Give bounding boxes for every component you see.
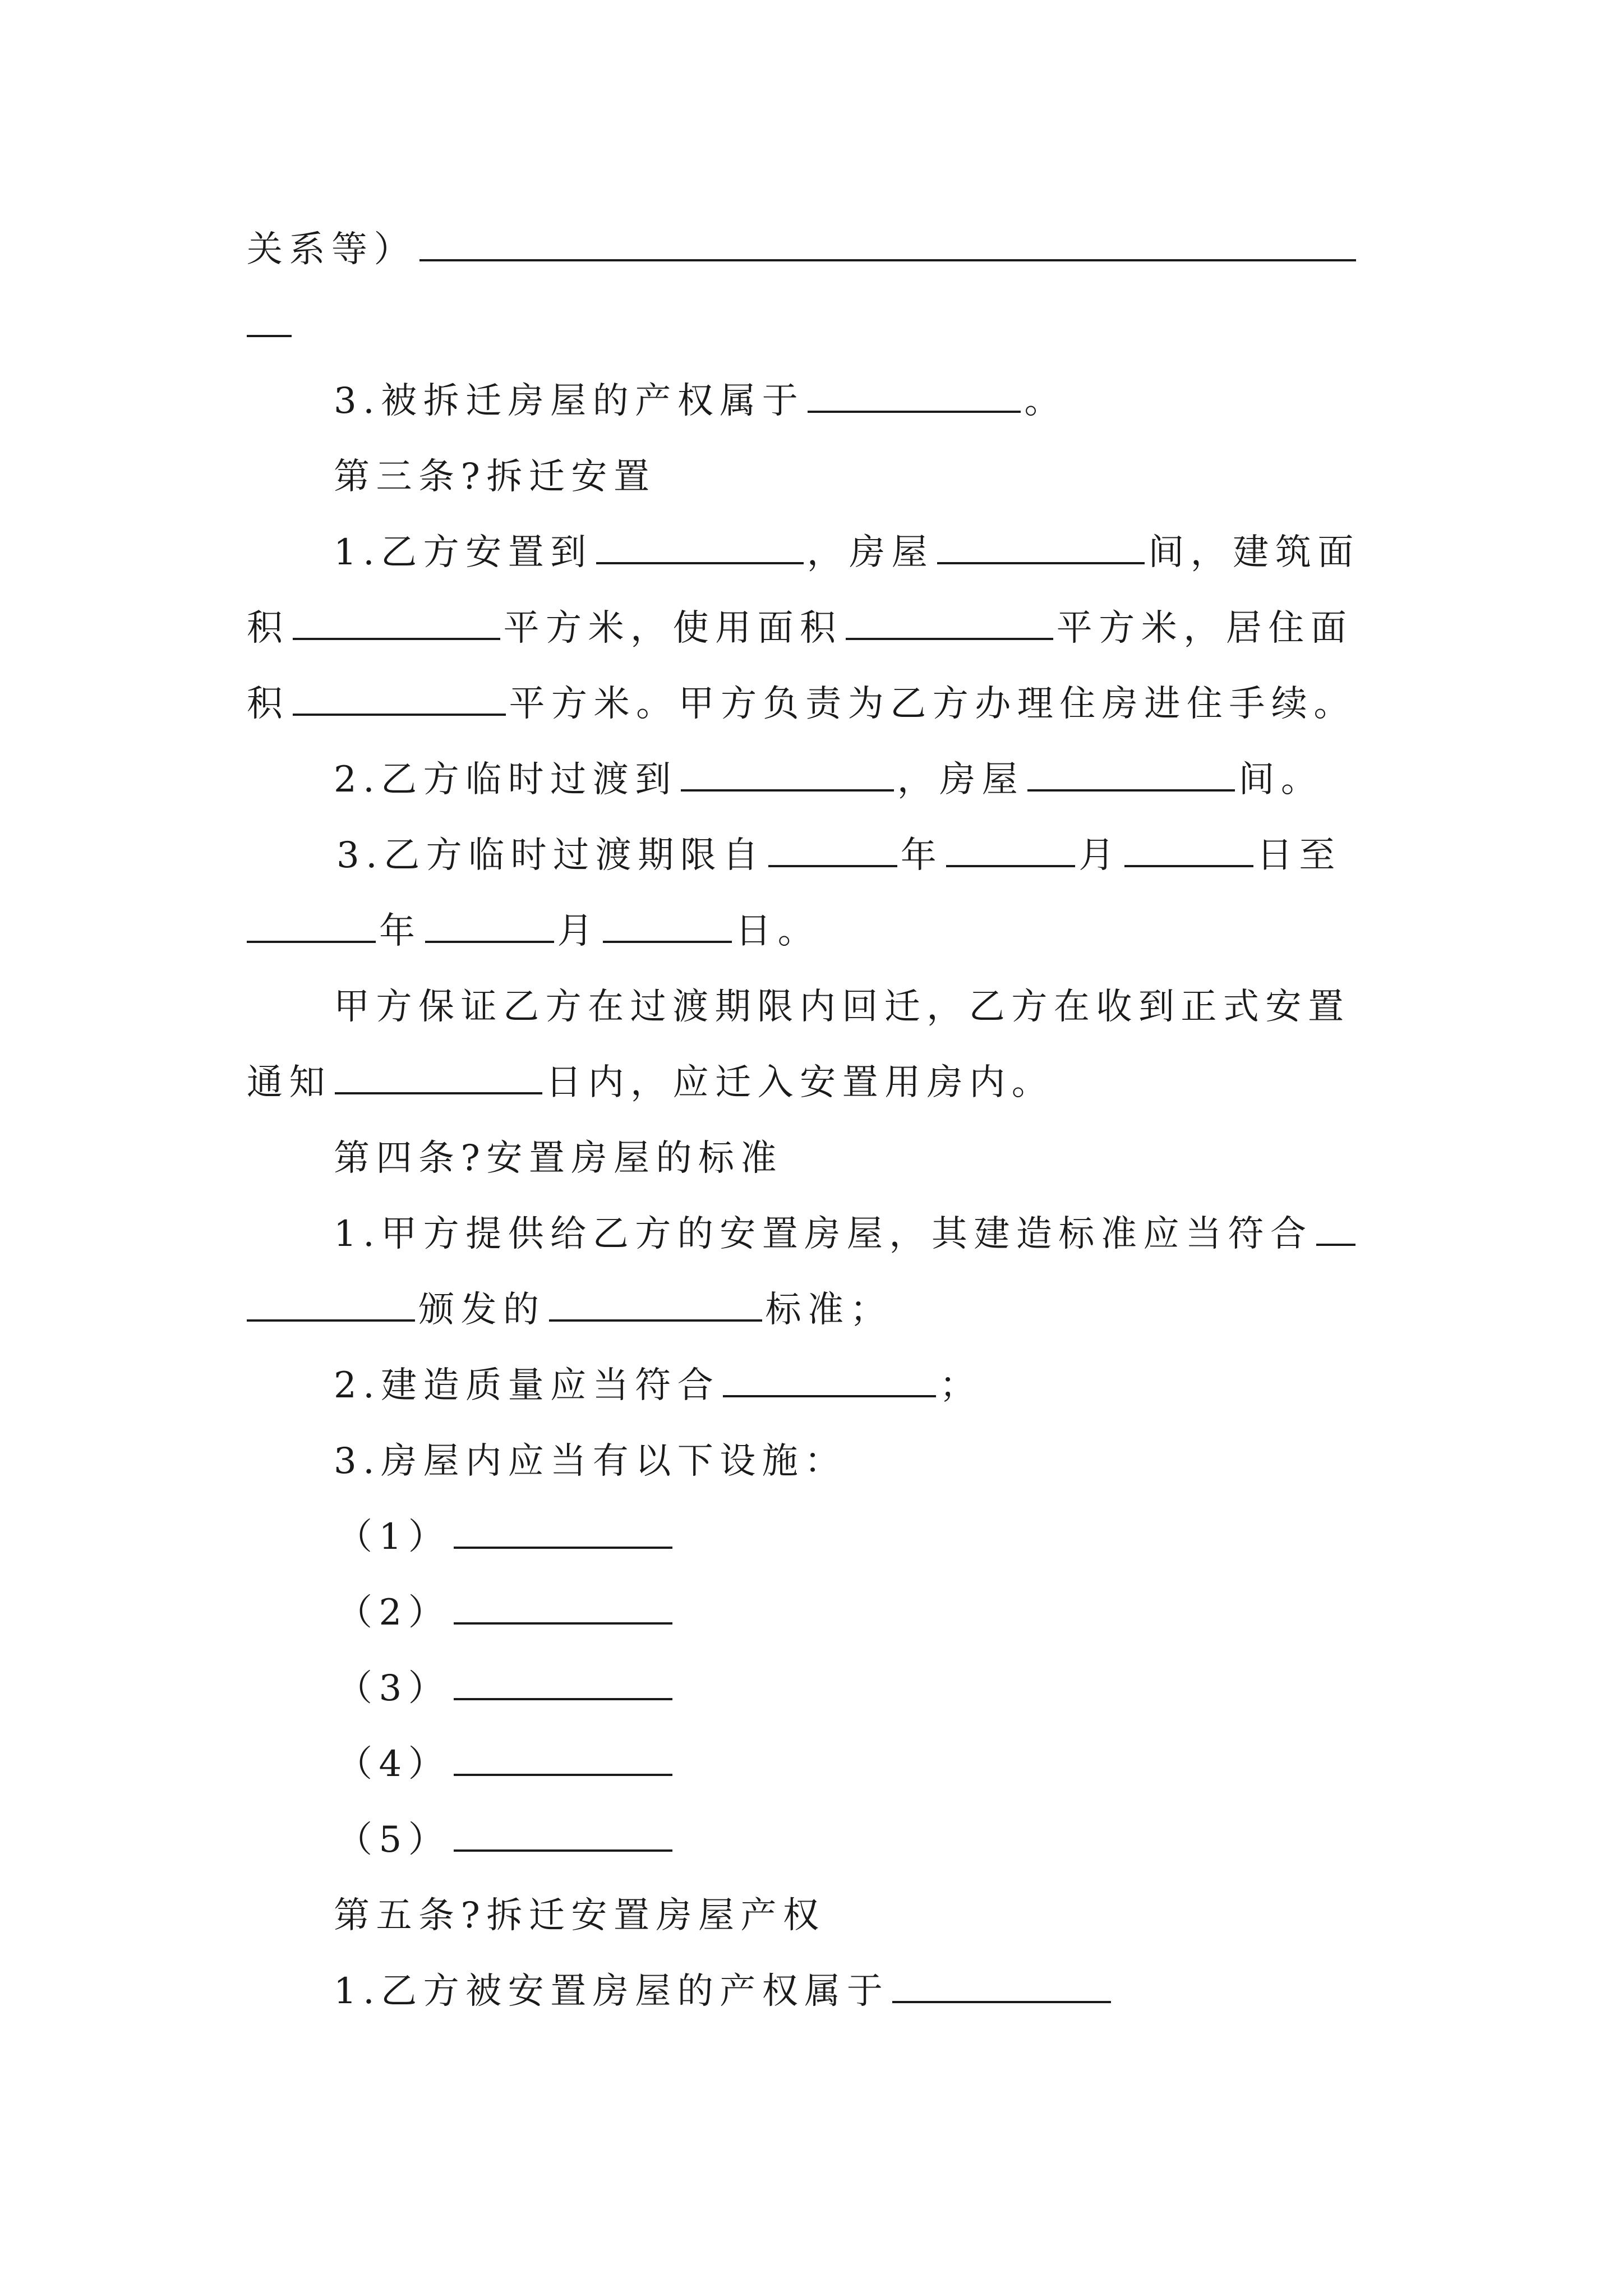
text: 颁发的 <box>418 1289 546 1331</box>
fill-blank <box>419 228 1356 261</box>
text: （3） <box>336 1668 451 1709</box>
fill-blank <box>454 1591 672 1625</box>
text-line <box>247 303 295 348</box>
text: 积 <box>247 608 289 649</box>
fill-blank <box>768 834 897 867</box>
text-line <box>247 1060 1054 1105</box>
text: 平方米，使用面积 <box>503 608 842 649</box>
text: 1.乙方被安置房屋的产权属于 <box>334 1971 889 2012</box>
facility-item <box>336 1590 676 1635</box>
text-line: 甲方保证乙方在过渡期限内回迁，乙方在收到正式安置 <box>334 986 1350 1028</box>
text: ； <box>939 1365 982 1406</box>
fill-blank <box>1124 834 1253 867</box>
text: 间。 <box>1238 759 1324 800</box>
facility-item <box>336 1742 676 1787</box>
text: 平方米。甲方负责为乙方办理住房进住手续。 <box>509 683 1356 725</box>
text: ，房屋 <box>897 759 1025 800</box>
text-line: 3.房屋内应当有以下设施： <box>334 1441 847 1482</box>
text: 1.甲方提供给乙方的安置房屋，其建造标准应当符合 <box>334 1213 1313 1255</box>
text-line <box>334 1212 1359 1257</box>
text: 1.乙方安置到 <box>334 532 593 573</box>
fill-blank <box>293 606 500 640</box>
fill-blank <box>603 909 732 943</box>
fill-blank <box>454 1818 672 1852</box>
fill-blank <box>335 1061 542 1094</box>
fill-blank <box>454 1742 672 1776</box>
text: 日内，应迁入安置用房内。 <box>546 1062 1054 1103</box>
text: （4） <box>336 1743 451 1785</box>
text: 间，建筑面 <box>1148 532 1360 573</box>
text: 月 <box>1078 835 1121 876</box>
fill-blank <box>596 531 804 564</box>
fill-blank <box>247 303 292 337</box>
fill-blank <box>808 379 1021 413</box>
text: 积 <box>247 683 289 725</box>
text-line <box>247 909 820 954</box>
text: ，房屋 <box>806 532 934 573</box>
facility-item <box>336 1515 676 1559</box>
text: （5） <box>336 1819 451 1861</box>
text-line <box>247 606 1353 651</box>
text-line <box>334 530 1360 575</box>
text: 年 <box>900 835 943 876</box>
fill-blank <box>946 834 1075 867</box>
fill-blank <box>549 1288 762 1322</box>
text: （2） <box>336 1592 451 1634</box>
text-line <box>336 833 1341 878</box>
text: （1） <box>336 1516 451 1558</box>
fill-blank <box>1316 1212 1355 1246</box>
text: 通知 <box>247 1062 332 1103</box>
fill-blank <box>937 531 1145 564</box>
text: 2.建造质量应当符合 <box>334 1365 720 1406</box>
fill-blank <box>247 909 376 943</box>
facility-item <box>336 1666 676 1711</box>
text-line <box>334 379 1067 424</box>
text: 日至 <box>1256 835 1341 876</box>
text: 关系等） <box>247 229 417 270</box>
text: 。 <box>1024 380 1067 422</box>
text-line <box>334 757 1323 802</box>
text: 2.乙方临时过渡到 <box>334 759 677 800</box>
text: 月 <box>557 910 600 952</box>
text-line <box>334 1363 982 1408</box>
text-line <box>247 227 1359 272</box>
fill-blank <box>293 682 506 716</box>
fill-blank <box>723 1364 936 1397</box>
section-heading: 第五条?拆迁安置房屋产权 <box>334 1895 826 1936</box>
text-line <box>247 682 1356 726</box>
fill-blank <box>454 1515 672 1549</box>
text: 3.被拆迁房屋的产权属于 <box>334 380 805 422</box>
section-heading: 第四条?安置房屋的标准 <box>334 1138 783 1179</box>
fill-blank <box>425 909 554 943</box>
text: 标准； <box>765 1289 893 1331</box>
text-line <box>247 1287 892 1332</box>
facility-item <box>336 1818 676 1862</box>
fill-blank <box>846 606 1053 640</box>
text-line <box>334 1969 1114 2014</box>
fill-blank <box>247 1288 415 1322</box>
text: 日。 <box>735 910 820 952</box>
fill-blank <box>681 758 894 792</box>
text: 平方米，居住面 <box>1056 608 1353 649</box>
fill-blank <box>454 1667 672 1700</box>
fill-blank <box>1027 758 1235 792</box>
text: 年 <box>379 910 422 952</box>
text: 3.乙方临时过渡期限自 <box>336 835 765 876</box>
section-heading: 第三条?拆迁安置 <box>334 456 656 498</box>
fill-blank <box>892 1970 1111 2003</box>
